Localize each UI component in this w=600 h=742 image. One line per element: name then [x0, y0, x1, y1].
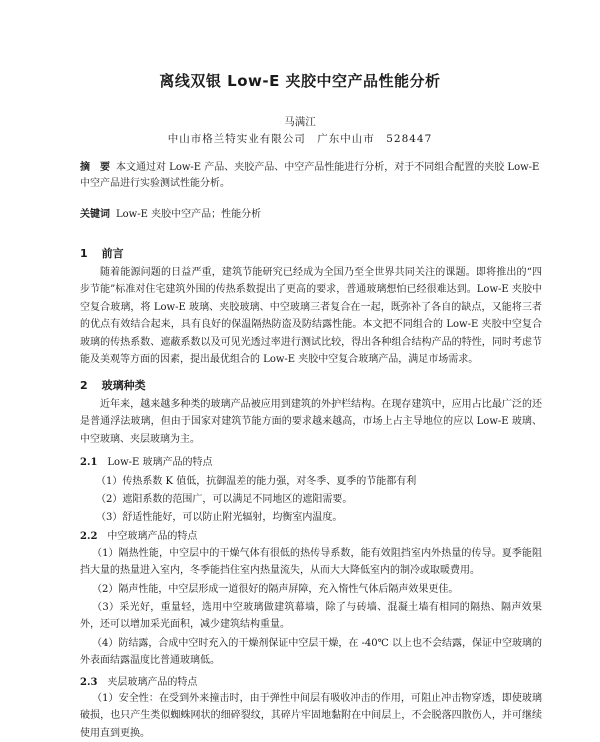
section-2-heading	[80, 377, 146, 393]
list-item: （2）遮阳系数的范围广，可以满足不同地区的遮阳需要。	[96, 494, 353, 505]
keywords	[80, 205, 540, 220]
subsection-2-2-heading	[80, 527, 197, 542]
subsection-title: Low-E 玻璃产品的特点	[107, 457, 213, 468]
subsection-2-1-heading	[80, 453, 212, 468]
list-item: （3）采光好，重量轻，选用中空玻璃做建筑幕墙，除了与砖墙、混凝土墙有相同的隔热、隔声效果外，还可以增加采光面积，减少建筑结构重量。	[80, 602, 542, 631]
abstract-label: 摘 要	[80, 162, 110, 173]
section-title: 前言	[101, 247, 124, 260]
author-name: 马满江	[284, 116, 316, 128]
author-affiliation: 中山市格兰特实业有限公司 广东中山市 528447	[167, 133, 433, 145]
list-item: （4）防结露，合成中空时充入的干燥剂保证中空层干燥，在 -40℃ 以上也不会结露，保证中空玻璃的外表面结露温度比普通玻璃低。	[80, 638, 543, 667]
subsection-number: 2.1	[80, 457, 98, 468]
section-title: 玻璃种类	[101, 379, 146, 392]
list-item: （2）隔声性能，中空层形成一道很好的隔声屏障，充入惰性气体后隔声效果更佳。	[92, 584, 459, 595]
section-1-paragraph: 随着能源问题的日益严重，建筑节能研究已经成为全国乃至全世界共同关注的课题。即将推出的“四步节能”标准对住宅建筑外围的传热系数提出了更高的要求，普通玻璃想怕已经很难达到。Low-E 夹胶中空复合玻璃，将 Low-E 玻璃、夹胶玻璃、中空玻璃三者复合在一起，既弥补了各自的缺点，又能将三者的优点有效结合起来，具有良好的保温隔热防盗及防结露性能。本文把不同组合的 Low-E 夹胶中空复合玻璃的传热系数、遮蔽系数以及可见光透过率进行测试比较，得出各种组合结构产品的特性，同时考虑节能及美观等方面的因素，提出最优组合的 Low-E 夹胶中空复合玻璃产品，满足市场需求。	[80, 267, 542, 366]
list-item: （1）传热系数 K 值低，抗御温差的能力强，对冬季、夏季的节能都有利	[96, 476, 417, 487]
subsection-title: 夹层玻璃产品的特点	[107, 677, 198, 688]
keywords-text: Low-E 夹胶中空产品；性能分析	[116, 209, 262, 220]
section-1-heading	[80, 245, 124, 261]
paper-title: 离线双银 Low-E 夹胶中空产品性能分析	[159, 72, 441, 90]
keywords-label: 关键词	[80, 209, 110, 220]
section-number: 1	[80, 247, 88, 260]
list-item: （3）舒适性能好，可以防止附光辐射，均衡室内温度。	[96, 512, 343, 523]
subsection-number: 2.2	[80, 531, 98, 542]
subsection-2-3-heading	[80, 673, 197, 688]
section-2-paragraph: 近年来，越来越多种类的玻璃产品被应用到建筑的外护栏结构。在现存建筑中，应用占比最广泛的还是普通浮法玻璃，但由于国家对建筑节能方面的要求越来越高，市场上占主导地位的应以 Low-E 玻璃、中空玻璃、夹层玻璃为主。	[80, 399, 542, 445]
list-item: （1）隔热性能，中空层中的干燥气体有很低的热传导系数，能有效阻挡室内外热量的传导。夏季能阻挡大量的热量进入室内，冬季能挡住室内热量流失，从而大大降低室内的制冷或取暖费用。	[80, 548, 542, 577]
subsection-title: 中空玻璃产品的特点	[107, 531, 198, 542]
abstract	[80, 160, 540, 192]
subsection-number: 2.3	[80, 677, 98, 688]
list-item: （1）安全性：在受到外来撞击时，由于弹性中间层有吸收冲击的作用，可阻止冲击物穿透，即使玻璃破损，也只产生类似蜘蛛网状的细碎裂纹，其碎片牢固地黏附在中间层上，不会脱落四散伤人，并可继续使用直到更换。	[80, 693, 542, 739]
abstract-text: 本文通过对 Low-E 产品、夹胶产品、中空产品性能进行分析，对于不同组合配置的夹胶 Low-E 中空产品进行实验测试性能分析。	[80, 162, 540, 189]
section-number: 2	[80, 379, 88, 392]
